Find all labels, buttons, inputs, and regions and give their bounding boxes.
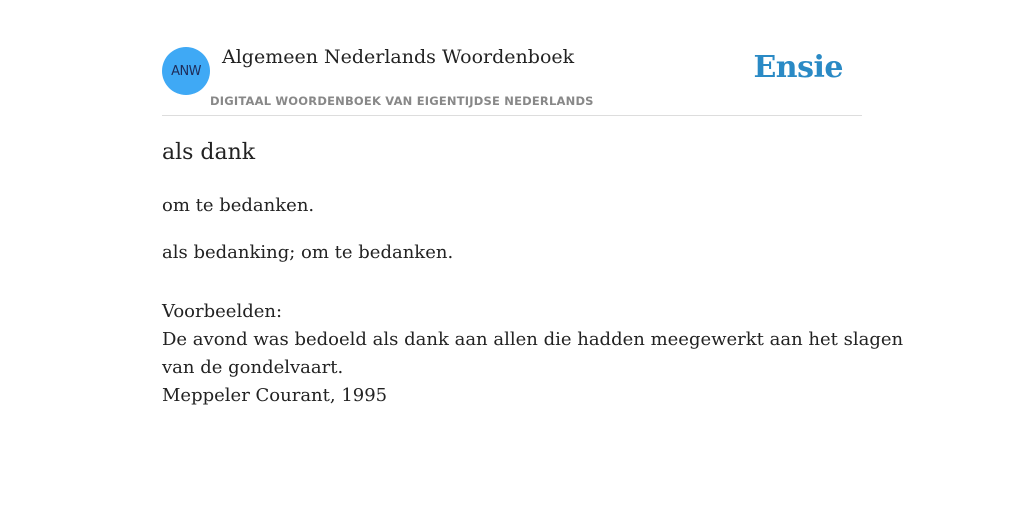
entry-card (162, 0, 904, 512)
examples-label: Voorbeelden: (162, 301, 283, 322)
short-definition: om te bedanken. (162, 195, 315, 216)
anw-logo[interactable] (162, 47, 210, 95)
ensie-brand-link[interactable]: Ensie (753, 50, 843, 85)
example-text-line-2: van de gondelvaart. (162, 357, 344, 378)
site-subtitle: DIGITAAL WOORDENBOEK VAN EIGENTIJDSE NEDERLANDS (210, 94, 594, 108)
example-text-line-1: De avond was bedoeld als dank aan allen die hadden meegewerkt aan het slagen (162, 329, 904, 350)
examples-block (162, 298, 904, 410)
header (162, 0, 862, 116)
example-source: Meppeler Courant, 1995 (162, 385, 388, 406)
definition: als bedanking; om te bedanken. (162, 242, 454, 263)
site-title[interactable]: Algemeen Nederlands Woordenboek (222, 46, 575, 68)
logo-text: ANW (171, 63, 201, 79)
headword: als dank (162, 140, 256, 165)
